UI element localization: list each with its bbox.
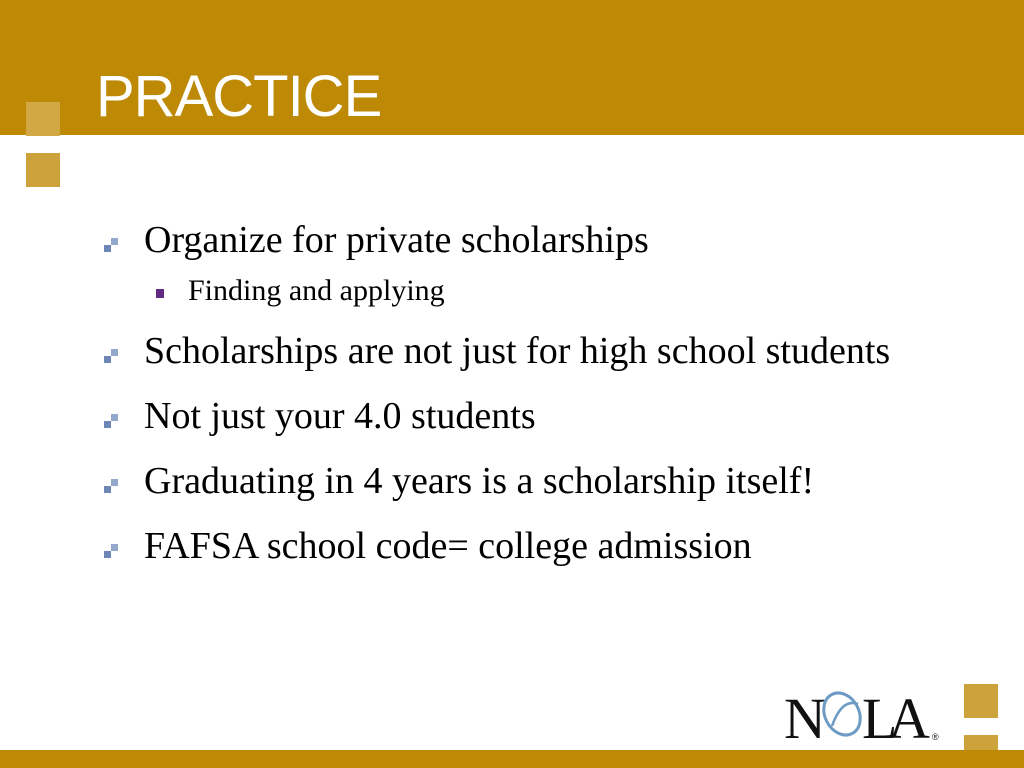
bullet-item [100,390,960,443]
slide-title: PRACTICE [96,64,382,129]
svg-text:N: N [784,686,826,744]
svg-text:A: A [888,686,930,744]
bullet-item [100,214,960,267]
bullet-icon [104,544,120,560]
bullet-text: Graduating in 4 years is a scholarship itself! [144,460,815,502]
sub-bullet-item [100,271,960,311]
bullet-text: Scholarships are not just for high school students [144,330,891,372]
bullet-item [100,455,960,508]
bullet-list [100,214,960,585]
bullet-text: FAFSA school code= college admission [144,525,752,567]
nola-logo [784,684,944,744]
bullet-text: Not just your 4.0 students [144,395,536,437]
decorative-square [964,684,998,718]
bullet-icon [104,349,120,365]
decorative-square [26,153,60,187]
decorative-square [26,102,60,136]
bullet-icon [104,479,120,495]
bullet-item [100,325,960,378]
bottom-band [0,750,1024,768]
bullet-icon [104,238,120,254]
sub-bullet-text: Finding and applying [188,274,445,307]
svg-text:®: ® [932,732,939,742]
bullet-icon [104,414,120,430]
bullet-text: Organize for private scholarships [144,219,649,261]
svg-text:L: L [862,686,898,744]
bullet-item [100,520,960,573]
sub-bullet-icon [156,289,164,298]
